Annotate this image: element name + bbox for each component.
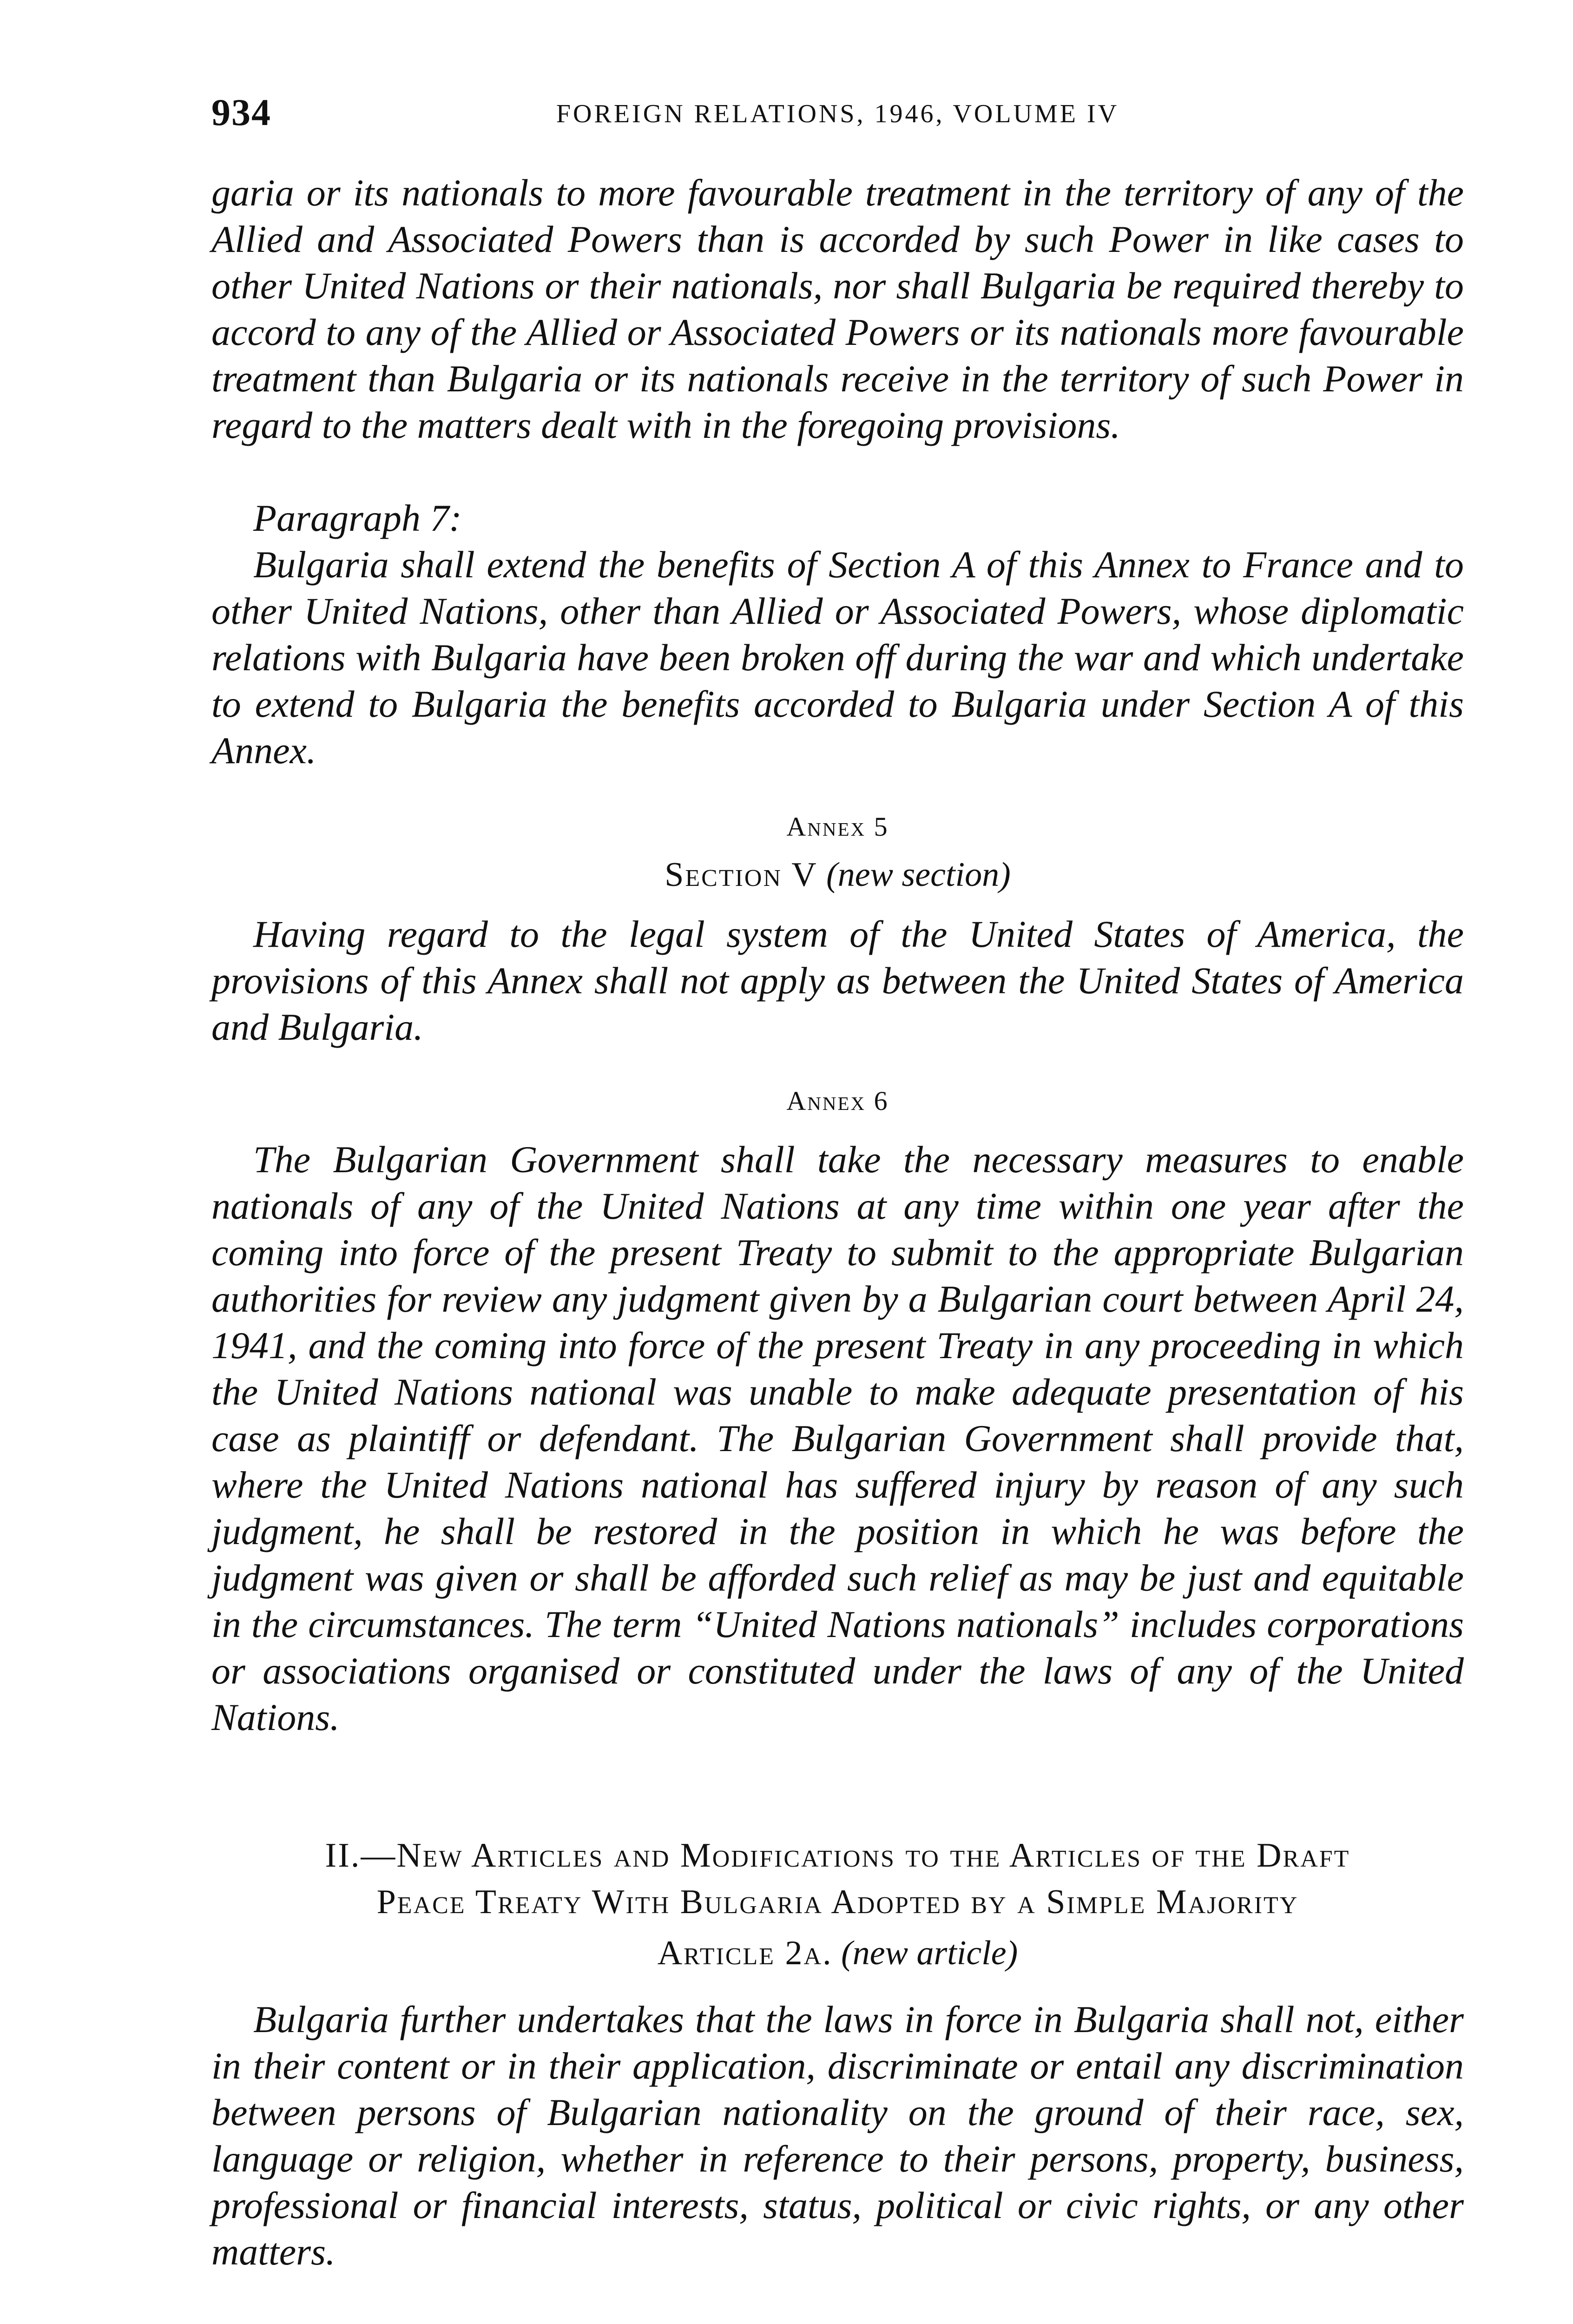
section-v-note: (new section) [826, 856, 1011, 894]
annex-5-text: Having regard to the legal system of the United States of America, the provisions of this Annex shall not apply as between the United States of America and Bulgaria. [211, 913, 1464, 1048]
annex-6-heading: Annex 6 [786, 1086, 889, 1116]
annex-6-text: The Bulgarian Government shall take the necessary measures to enable nationals of any of the United Nations at any time within one year after the coming into force of the present Treaty to submit to the appropriate Bulgarian authorities for review any judgment given by a Bulgarian court between April 24, 1941, and the coming into force of the present Treaty in any proceeding in which the United Nations national was unable to make adequate presentation of his case as plaintiff or defendant. The Bulgarian Government shall provide that, where the United Nations national has suffered injury by reason of any such judgment, he shall be restored in the position in which he was before the judgment was given or shall be afforded such relief as may be just and equitable in the circumstances. The term “United Nations nationals” includes corporations or associations organised or constituted under the laws of any of the United Nations. [211, 1138, 1464, 1738]
article-2a-text: Bulgaria further undertakes that the laws in force in Bulgaria shall not, either in their content or in their application, discriminate or entail any discrimination between persons of Bulgarian nationality on the ground of their race, sex, language or religion, whether in reference to their persons, property, business, professional or financial interests, status, political or civic rights, or any other matters. [211, 1998, 1464, 2273]
annex-5-heading: Annex 5 [786, 812, 889, 842]
part-ii-heading-line1: II.—New Articles and Modifications to the Articles of the Draft [325, 1836, 1350, 1875]
section-v-heading [211, 855, 1464, 895]
paragraph-7-text: Bulgaria shall extend the benefits of Section A of this Annex to France and to other United Nations, other than Allied or Associated Powers, whose diplomatic relations with Bulgaria have been broken off during the war and which undertake to extend to Bulgaria the benefits accorded to Bulgaria under Section A of this Annex. [211, 543, 1464, 772]
page-number: 934 [211, 91, 271, 133]
running-head [211, 91, 1464, 137]
section-v-label: Section V [665, 856, 818, 894]
article-2a-heading [211, 1934, 1464, 1973]
article-2a-note: (new article) [841, 1934, 1018, 1972]
part-ii-heading-line2: Peace Treaty With Bulgaria Adopted by a Simple Majority [376, 1883, 1299, 1921]
continuation-paragraph: garia or its nationals to more favourable treatment in the territory of any of the Allied and Associated Powers than is accorded by such Power in like cases to other United Nations or their nationals, nor shall Bulgaria be required thereby to accord to any of the Allied or Associated Powers or its nationals more favourable treatment than Bulgaria or its nationals receive in the territory of such Power in regard to the matters dealt with in the foregoing provisions. [211, 172, 1464, 446]
article-2a-label: Article 2a. [657, 1934, 833, 1972]
paragraph-7-label: Paragraph 7: [253, 497, 462, 539]
volume-title: FOREIGN RELATIONS, 1946, VOLUME IV [556, 99, 1119, 128]
